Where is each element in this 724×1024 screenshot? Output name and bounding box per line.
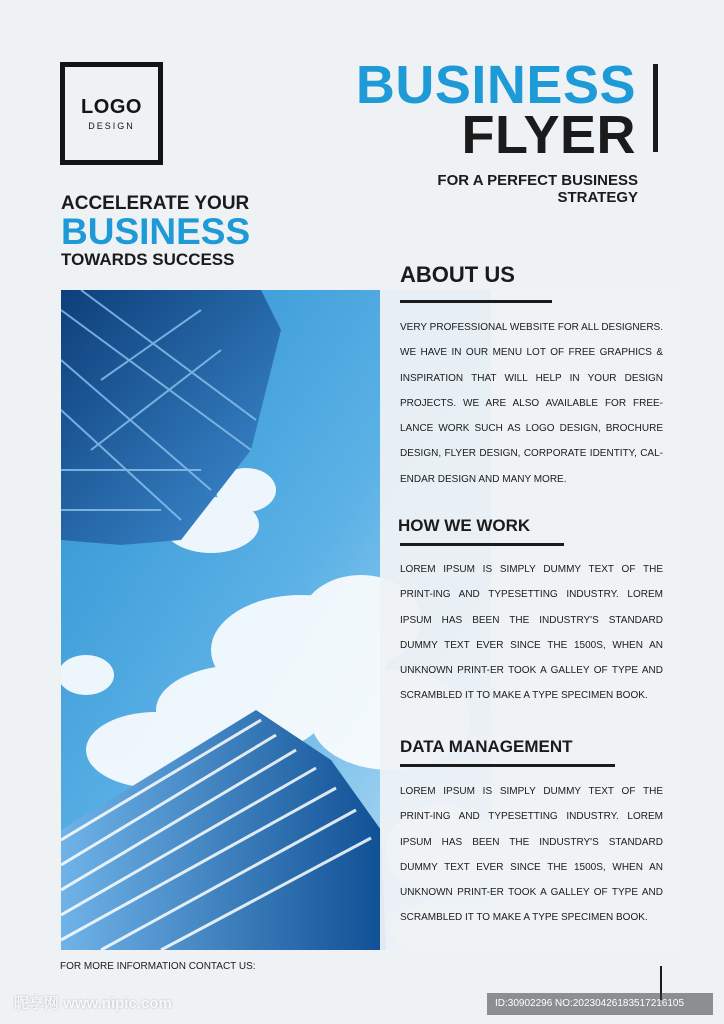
- tagline: [61, 194, 250, 270]
- about-us-underline: [400, 300, 552, 303]
- data-management-text: LOREM IPSUM IS SIMPLY DUMMY TEXT OF THE PRINT-ING AND TYPESETTING INDUSTRY. LOREM IPSUM HAS BEEN THE INDUSTRY'S STANDARD DUMMY TEXT EVER SINCE THE 1500S, WHEN AN UNKNOWN PRINT-ER TOOK A GALLEY OF TYPE AND SCRAMBLED IT TO MAKE A TYPE SPECIMEN BOOK.: [400, 786, 663, 924]
- data-management-heading: DATA MANAGEMENT: [400, 737, 573, 756]
- watermark-site: 昵享网 www.nipic.com: [14, 995, 172, 1012]
- title-line-business: BUSINESS: [355, 55, 636, 115]
- how-we-work-heading: HOW WE WORK: [398, 516, 531, 535]
- about-us-heading: ABOUT US: [400, 262, 515, 287]
- watermark-id: ID:30902296 NO:20230426183517216105: [487, 993, 713, 1015]
- title-divider: [653, 64, 658, 152]
- flyer-title: [355, 55, 636, 165]
- logo: [60, 62, 163, 165]
- tagline-line-1: ACCELERATE YOUR: [61, 193, 250, 214]
- title-line-flyer: FLYER: [461, 105, 636, 165]
- contact-label: FOR MORE INFORMATION CONTACT US:: [60, 961, 256, 972]
- subtitle: FOR A PERFECT BUSINESS STRATEGY: [437, 172, 638, 206]
- logo-subtext: DESIGN: [88, 120, 135, 131]
- how-we-work-underline: [400, 543, 564, 546]
- tagline-line-2: BUSINESS: [61, 211, 251, 252]
- how-we-work-text: LOREM IPSUM IS SIMPLY DUMMY TEXT OF THE PRINT-ING AND TYPESETTING INDUSTRY. LOREM IPSUM HAS BEEN THE INDUSTRY'S STANDARD DUMMY TEXT EVER SINCE THE 1500S, WHEN AN UNKNOWN PRINT-ER TOOK A GALLEY OF TYPE AND SCRAMBLED IT TO MAKE A TYPE SPECIMEN BOOK.: [400, 564, 663, 702]
- about-us-text: VERY PROFESSIONAL WEBSITE FOR ALL DESIGNERS. WE HAVE IN OUR MENU LOT OF FREE GRAPHICS & INSPIRATION THAT WILL HELP IN YOUR DESIGN PROJECTS. WE ARE ALSO AVAILABLE FOR FREE-LANCE WORK SUCH AS LOGO DESIGN, BROCHURE DESIGN, FLYER DESIGN, CORPORATE IDENTITY, CAL-ENDAR DESIGN AND MANY MORE.: [400, 322, 663, 485]
- data-management-underline: [400, 764, 615, 767]
- tagline-line-3: TOWARDS SUCCESS: [61, 250, 235, 269]
- logo-text: LOGO: [81, 95, 142, 118]
